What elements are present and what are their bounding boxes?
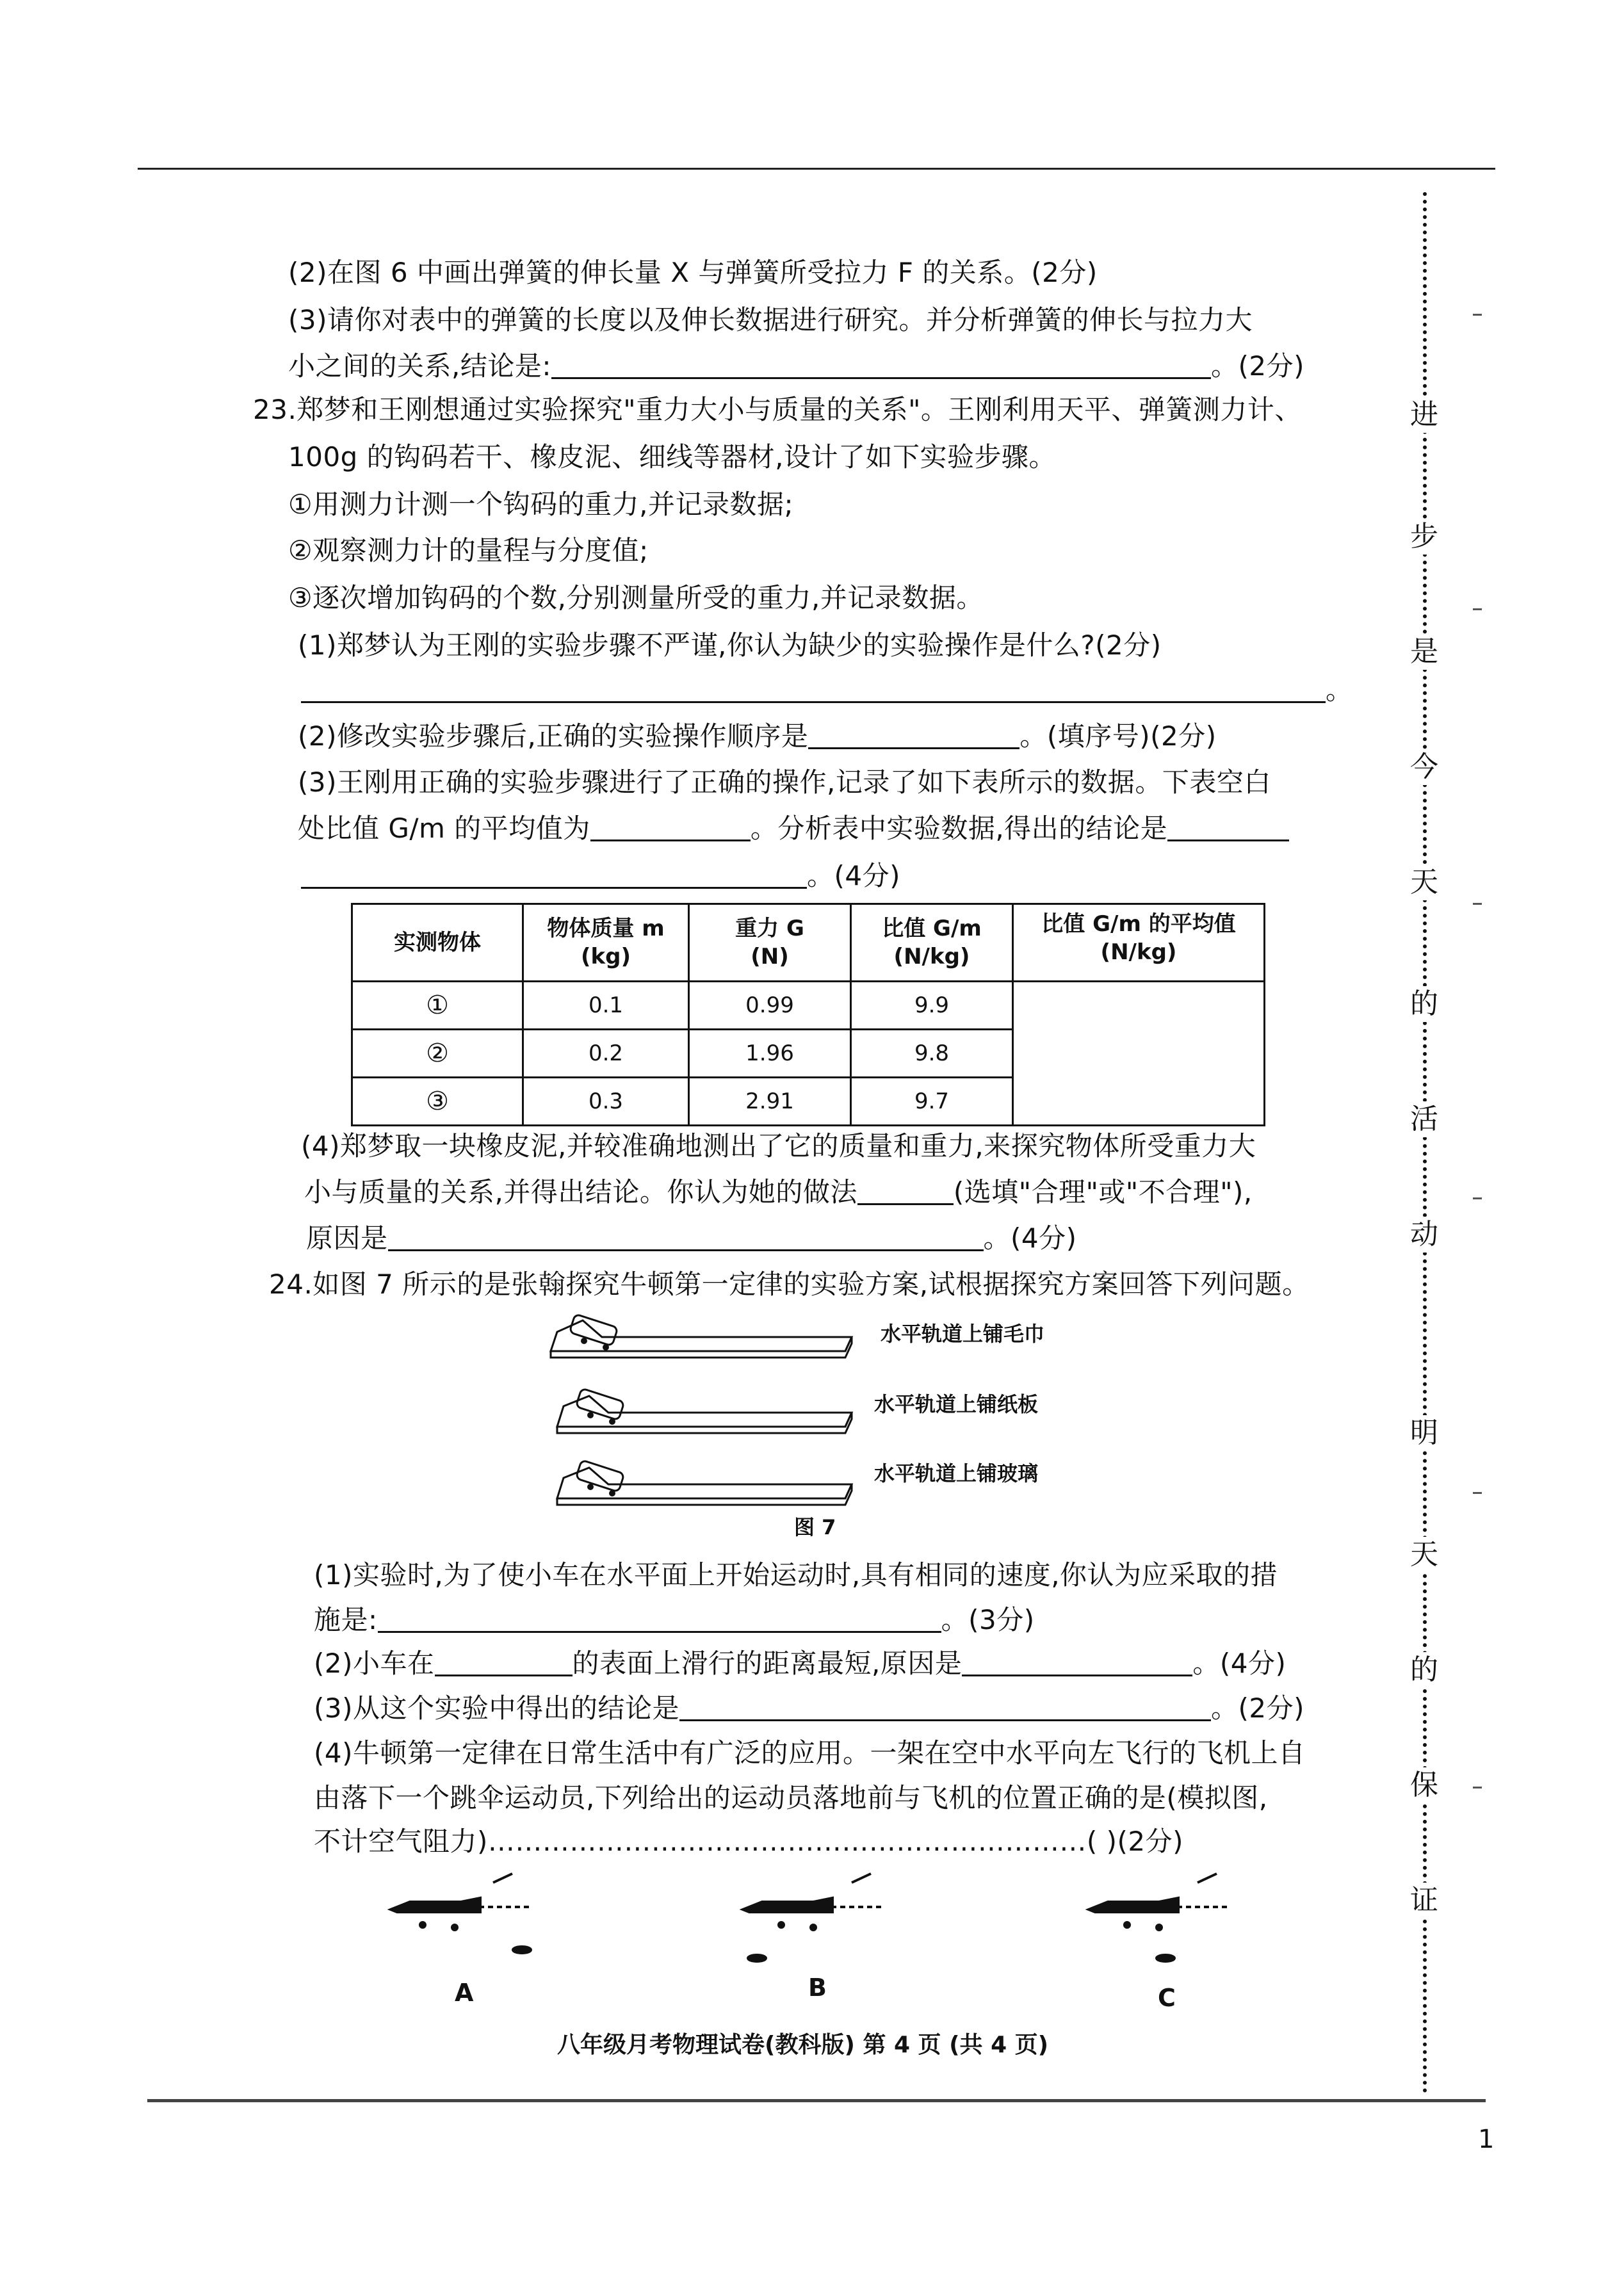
option-c-diagram xyxy=(1082,1870,1249,1966)
table-cell: 9.7 xyxy=(851,1078,1013,1126)
margin-char: 今 xyxy=(1406,749,1442,785)
margin-tick xyxy=(1473,1787,1482,1788)
margin-char: 保 xyxy=(1406,1767,1442,1803)
q23-part1: (1)郑梦认为王刚的实验步骤不严谨,你认为缺少的实验操作是什么?(2分) xyxy=(298,629,1162,661)
table-cell: ③ xyxy=(352,1078,523,1126)
table-header-cell: 实测物体 xyxy=(352,904,523,982)
q23-part3-mid: 。分析表中实验数据,得出的结论是 xyxy=(750,813,1168,844)
track-label-cardboard: 水平轨道上铺纸板 xyxy=(874,1392,1039,1416)
q23-reasonable-blank[interactable] xyxy=(857,1178,954,1205)
option-c-label[interactable]: C xyxy=(1158,1984,1176,2012)
q24-part4-line3: 不计空气阻力)…………………………………………………………( )(2分) xyxy=(314,1826,1184,1857)
margin-char: 动 xyxy=(1406,1217,1442,1253)
q23-part3-line2 xyxy=(298,809,1289,848)
q24-part2 xyxy=(314,1644,1286,1683)
option-a-diagram xyxy=(384,1870,551,1966)
q23-intro-line1: 23.郑梦和王刚想通过实验探究"重力大小与质量的关系"。王刚利用天平、弹簧测力计、 xyxy=(253,394,1302,425)
q24-part1-line2 xyxy=(314,1601,1035,1639)
margin-tick xyxy=(1473,1492,1482,1494)
q23-part1-end: 。 xyxy=(1326,674,1353,706)
margin-char: 的 xyxy=(1406,986,1442,1022)
q22-part3-line1: (3)请你对表中的弹簧的长度以及伸长数据进行研究。并分析弹簧的伸长与拉力大 xyxy=(288,304,1253,336)
table-cell: 0.99 xyxy=(689,982,851,1030)
q23-part3-label: 处比值 G/m 的平均值为 xyxy=(298,813,590,844)
page-footer: 八年级月考物理试卷(教科版) 第 4 页 (共 4 页) xyxy=(557,2032,1049,2058)
average-blank-cell[interactable] xyxy=(1013,982,1265,1126)
q24-part2-mid: 的表面上滑行的距离最短,原因是 xyxy=(572,1648,962,1679)
q22-part3-line2 xyxy=(288,347,1304,385)
table-header-cell: 比值 G/m (N/kg) xyxy=(851,904,1013,982)
option-b-diagram xyxy=(736,1870,903,1966)
q23-missing-step-blank[interactable] xyxy=(301,676,1326,703)
table-header-row xyxy=(352,904,1265,982)
q23-part2-label: (2)修改实验步骤后,正确的实验操作顺序是 xyxy=(298,720,809,752)
margin-char: 天 xyxy=(1406,1537,1442,1573)
figure-7-caption: 图 7 xyxy=(794,1515,836,1539)
margin-tick xyxy=(1473,1197,1482,1199)
margin-char: 进 xyxy=(1406,397,1442,433)
q24-intro: 24.如图 7 所示的是张翰探究牛顿第一定律的实验方案,试根据探究方案回答下列问题。 xyxy=(269,1269,1310,1300)
q23-step1: ①用测力计测一个钩码的重力,并记录数据; xyxy=(288,489,794,520)
q24-part1-label: 施是: xyxy=(314,1604,378,1635)
q24-part2-label: (2)小车在 xyxy=(314,1648,435,1679)
q23-data-table xyxy=(351,903,1265,1126)
margin-char: 明 xyxy=(1406,1415,1442,1451)
table-cell: 1.96 xyxy=(689,1030,851,1078)
q24-part4-line2: 由落下一个跳伞运动员,下列给出的运动员落地前与飞机的位置正确的是(模拟图, xyxy=(314,1782,1268,1813)
q23-part1-answer xyxy=(301,671,1353,710)
q24-part1-line1: (1)实验时,为了使小车在水平面上开始运动时,具有相同的速度,你认为应采取的措 xyxy=(314,1559,1278,1591)
track-label-towel: 水平轨道上铺毛巾 xyxy=(881,1322,1045,1346)
q23-part4-line1: (4)郑梦取一块橡皮泥,并较准确地测出了它的质量和重力,来探究物体所受重力大 xyxy=(301,1130,1256,1162)
q24-part4-line1: (4)牛顿第一定律在日常生活中有广泛的应用。一架在空中水平向左飞行的飞机上自 xyxy=(314,1737,1306,1769)
q23-part4-line3 xyxy=(306,1219,1077,1258)
q24-part1-score: 。(3分) xyxy=(941,1604,1035,1635)
margin-tick xyxy=(1473,903,1482,905)
binding-dotted-line xyxy=(1423,192,1427,2094)
q24-part3 xyxy=(314,1689,1304,1728)
q23-intro-line2: 100g 的钩码若干、橡皮泥、细线等器材,设计了如下实验步骤。 xyxy=(288,441,1057,473)
q23-part2 xyxy=(298,717,1217,756)
table-row xyxy=(352,982,1265,1030)
table-cell: 2.91 xyxy=(689,1078,851,1126)
q23-conclusion-blank-a[interactable] xyxy=(1167,814,1289,841)
bottom-rule xyxy=(147,2099,1486,2102)
table-cell: ② xyxy=(352,1030,523,1078)
top-rule xyxy=(138,168,1495,170)
table-cell: 0.1 xyxy=(523,982,689,1030)
q23-reason-blank[interactable] xyxy=(388,1224,984,1251)
margin-char: 的 xyxy=(1406,1652,1442,1688)
q22-conclusion-blank[interactable] xyxy=(551,352,1211,379)
q23-part3-line3 xyxy=(301,857,900,895)
q23-part4-line2 xyxy=(304,1173,1253,1212)
q23-part4-options: (选填"合理"或"不合理"), xyxy=(953,1176,1253,1208)
option-a-label[interactable]: A xyxy=(455,1979,474,2007)
table-cell: 9.9 xyxy=(851,982,1013,1030)
option-b-label[interactable]: B xyxy=(808,1974,827,2002)
table-header-cell: 物体质量 m (kg) xyxy=(523,904,689,982)
page-number: 1 xyxy=(1478,2125,1495,2154)
q23-average-blank[interactable] xyxy=(590,814,751,841)
margin-tick xyxy=(1473,314,1482,316)
q24-part2-score: 。(4分) xyxy=(1192,1648,1287,1679)
margin-char: 天 xyxy=(1406,864,1442,900)
margin-char: 活 xyxy=(1406,1101,1442,1137)
q24-part3-score: 。(2分) xyxy=(1211,1692,1304,1724)
table-cell: ① xyxy=(352,982,523,1030)
q24-measure-blank[interactable] xyxy=(378,1605,941,1633)
q24-part3-label: (3)从这个实验中得出的结论是 xyxy=(314,1692,679,1724)
q23-part4-label: 小与质量的关系,并得出结论。你认为她的做法 xyxy=(304,1176,857,1208)
q24-conclusion-blank[interactable] xyxy=(679,1694,1211,1721)
q22-part2: (2)在图 6 中画出弹簧的伸长量 X 与弹簧所受拉力 F 的关系。(2分) xyxy=(288,257,1098,288)
q23-part4-score: 。(4分) xyxy=(983,1222,1077,1254)
track-label-glass: 水平轨道上铺玻璃 xyxy=(874,1461,1039,1486)
margin-char: 步 xyxy=(1406,519,1442,555)
table-cell: 9.8 xyxy=(851,1030,1013,1078)
q22-part3-score: 。(2分) xyxy=(1211,350,1305,382)
table-header-cell: 重力 G (N) xyxy=(689,904,851,982)
table-cell: 0.2 xyxy=(523,1030,689,1078)
table-cell: 0.3 xyxy=(523,1078,689,1126)
margin-tick xyxy=(1473,608,1482,610)
table-header-cell: 比值 G/m 的平均值 (N/kg) xyxy=(1013,904,1265,982)
q24-surface-blank[interactable] xyxy=(435,1649,572,1676)
q23-part3-line1: (3)王刚用正确的实验步骤进行了正确的操作,记录了如下表所示的数据。下表空白 xyxy=(298,766,1271,798)
figure-7-tracks xyxy=(544,1306,877,1511)
q23-order-blank[interactable] xyxy=(808,722,1019,749)
margin-char: 证 xyxy=(1406,1883,1442,1918)
q23-conclusion-blank-b[interactable] xyxy=(301,861,807,889)
q23-part3-score: 。(4分) xyxy=(807,860,900,891)
q24-reason-blank[interactable] xyxy=(962,1649,1192,1676)
q23-part2-score: 。(填序号)(2分) xyxy=(1019,720,1217,752)
q22-part3-label: 小之间的关系,结论是: xyxy=(288,350,552,382)
q23-step2: ②观察测力计的量程与分度值; xyxy=(288,535,649,566)
q23-part4-reason-label: 原因是 xyxy=(306,1222,388,1254)
q23-step3: ③逐次增加钩码的个数,分别测量所受的重力,并记录数据。 xyxy=(288,582,984,613)
margin-char: 是 xyxy=(1406,634,1442,670)
